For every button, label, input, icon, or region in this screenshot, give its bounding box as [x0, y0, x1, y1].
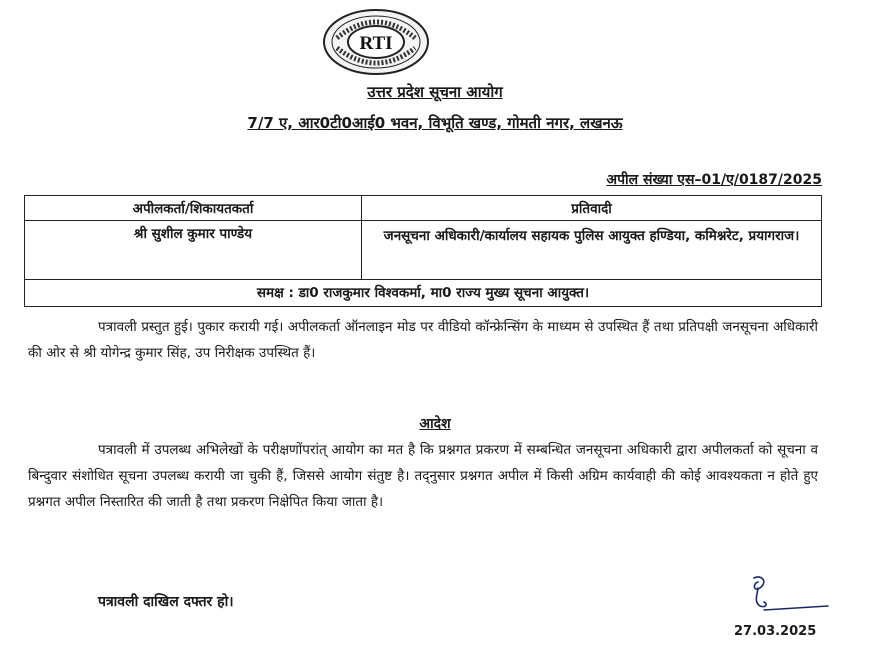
appellant-heading: अपीलकर्ता/शिकायतकर्ता — [25, 196, 362, 221]
rti-seal-icon — [321, 8, 431, 76]
appellant-name: श्री सुशील कुमार पाण्डेय — [25, 221, 362, 280]
order-heading: आदेश — [419, 416, 451, 432]
before-row — [25, 280, 822, 307]
parties-names-row — [25, 221, 822, 280]
appeal-number: अपील संख्या एस–01/ए/0187/2025 — [606, 172, 822, 188]
svg-text:RTI: RTI — [359, 33, 393, 54]
organization-name: उत्तर प्रदेश सूचना आयोग — [367, 83, 503, 101]
handwritten-signature-icon — [740, 572, 830, 616]
parties-table — [24, 195, 822, 307]
closing-line: पत्रावली दाखिल दफ्तर हो। — [98, 594, 234, 610]
organization-address: 7/7 ए, आर0टी0आई0 भवन, विभूति खण्ड, गोमती नगर, लखनऊ — [247, 114, 623, 132]
respondent-heading: प्रतिवादी — [362, 196, 822, 221]
intro-paragraph: पत्रावली प्रस्तुत हुई। पुकार करायी गई। अपीलकर्ता ऑनलाइन मोड पर वीडियो कॉन्फ्रेन्सिंग के माध्यम से उपस्थित हैं तथा प्रतिपक्षी जनसूचना अधिकारी की ओर से श्री योगेन्द्र कुमार सिंह, उप निरीक्षक उपस्थित हैं। — [28, 319, 818, 361]
order-date: 27.03.2025 — [734, 624, 817, 639]
before-commissioner: समक्ष : डा0 राजकुमार विश्वकर्मा, मा0 राज्य मुख्य सूचना आयुक्त। — [25, 280, 822, 307]
respondent-name: जनसूचना अधिकारी/कार्यालय सहायक पुलिस आयुक्त हण्डिया, कमिश्नरेट, प्रयागराज। — [362, 221, 822, 280]
order-paragraph: पत्रावली में उपलब्ध अभिलेखों के परीक्षणोंपरांत् आयोग का मत है कि प्रश्नगत प्रकरण में सम्बन्धित जनसूचना अधिकारी द्वारा अपीलकर्ता को सूचना व बिन्दुवार संशोधित सूचना उपलब्ध करायी जा चुकी हैं, जिससे आयोग संतुष्ट है। तद्नुसार प्रश्नगत अपील में किसी अग्रिम कार्यवाही की कोई आवश्यकता न होते हुए प्रश्नगत अपील निस्तारित की जाती है तथा प्रकरण निक्षेपित किया जाता है। — [28, 442, 818, 510]
parties-header-row — [25, 196, 822, 221]
